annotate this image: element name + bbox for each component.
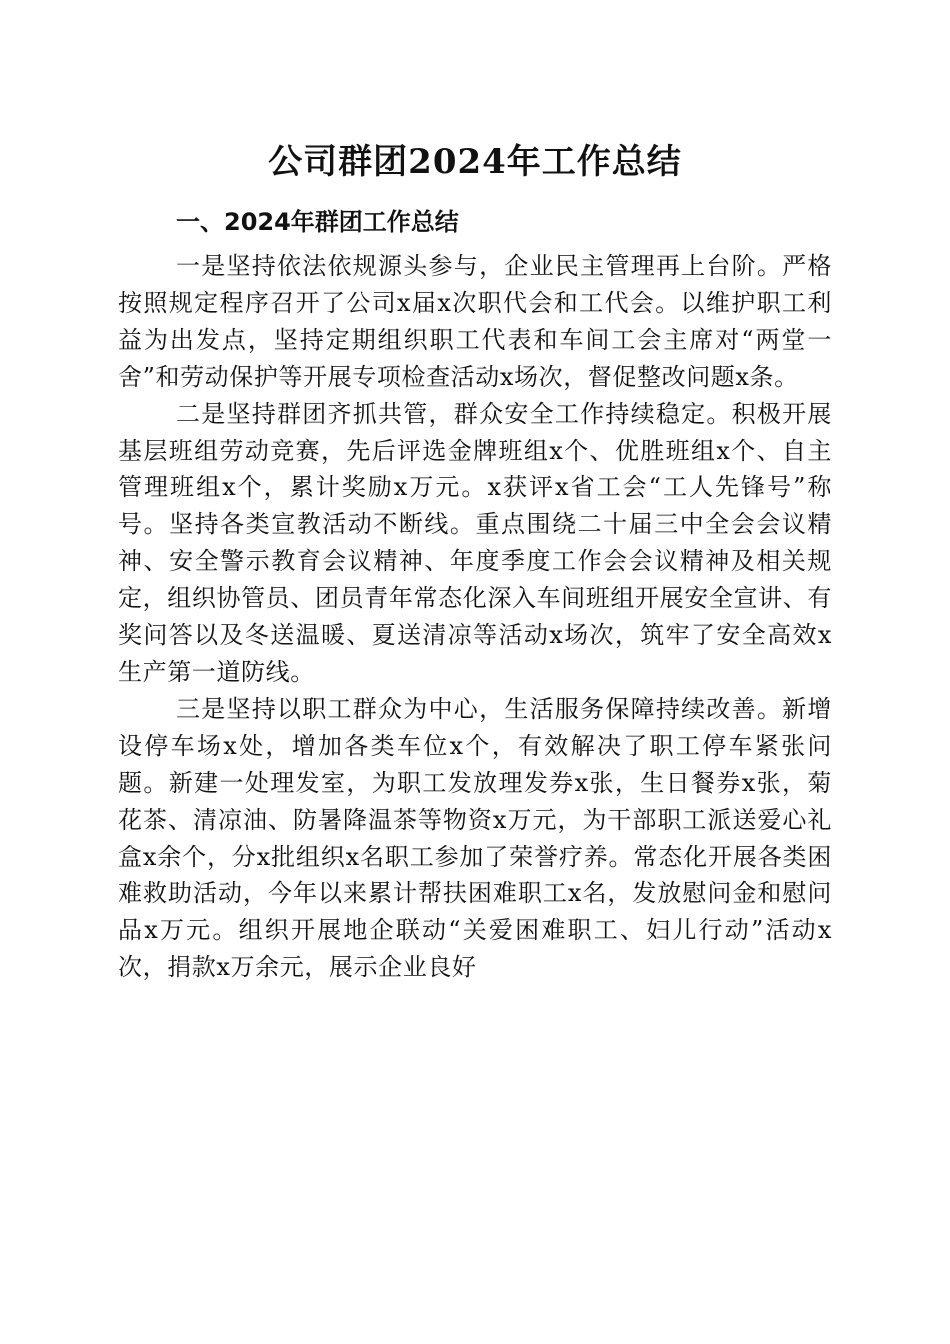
- paragraph-3: 三是坚持以职工群众为中心，生活服务保障持续改善。新增设停车场x处，增加各类车位x个，有效解决了职工停车紧张问题。新建一处理发室，为职工发放理发券x张，生日餐券x张，菊花茶、清凉油、防暑降温茶等物资x万元，为干部职工派送爱心礼盒x余个，分x批组织x名职工参加了荣誉疗养。常态化开展各类困难救助活动，今年以来累计帮扶困难职工x名，发放慰问金和慰问品x万元。组织开展地企联动“关爱困难职工、妇儿行动”活动x次，捐款x万余元，展示企业良好: [118, 694, 832, 982]
- section-heading: 一、2024年群团工作总结: [176, 208, 459, 236]
- document-title: 公司群团2024年工作总结: [268, 142, 682, 182]
- paragraph-1: 一是坚持依法依规源头参与，企业民主管理再上台阶。严格按照规定程序召开了公司x届x次职代会和工代会。以维护职工利益为出发点，坚持定期组织职工代表和车间工会主席对“两堂一舍”和劳动保护等开展专项检查活动x场次，督促整改问题x条。: [118, 252, 832, 391]
- paragraph-2: 二是坚持群团齐抓共管，群众安全工作持续稳定。积极开展基层班组劳动竞赛，先后评选金牌班组x个、优胜班组x个、自主管理班组x个，累计奖励x万元。x获评x省工会“工人先锋号”称号。坚持各类宣教活动不断线。重点围绕二十届三中全会会议精神、安全警示教育会议精神、年度季度工作会会议精神及相关规定，组织协管员、团员青年常态化深入车间班组开展安全宣讲、有奖问答以及冬送温暖、夏送清凉等活动x场次，筑牢了安全高效x生产第一道防线。: [118, 399, 832, 686]
